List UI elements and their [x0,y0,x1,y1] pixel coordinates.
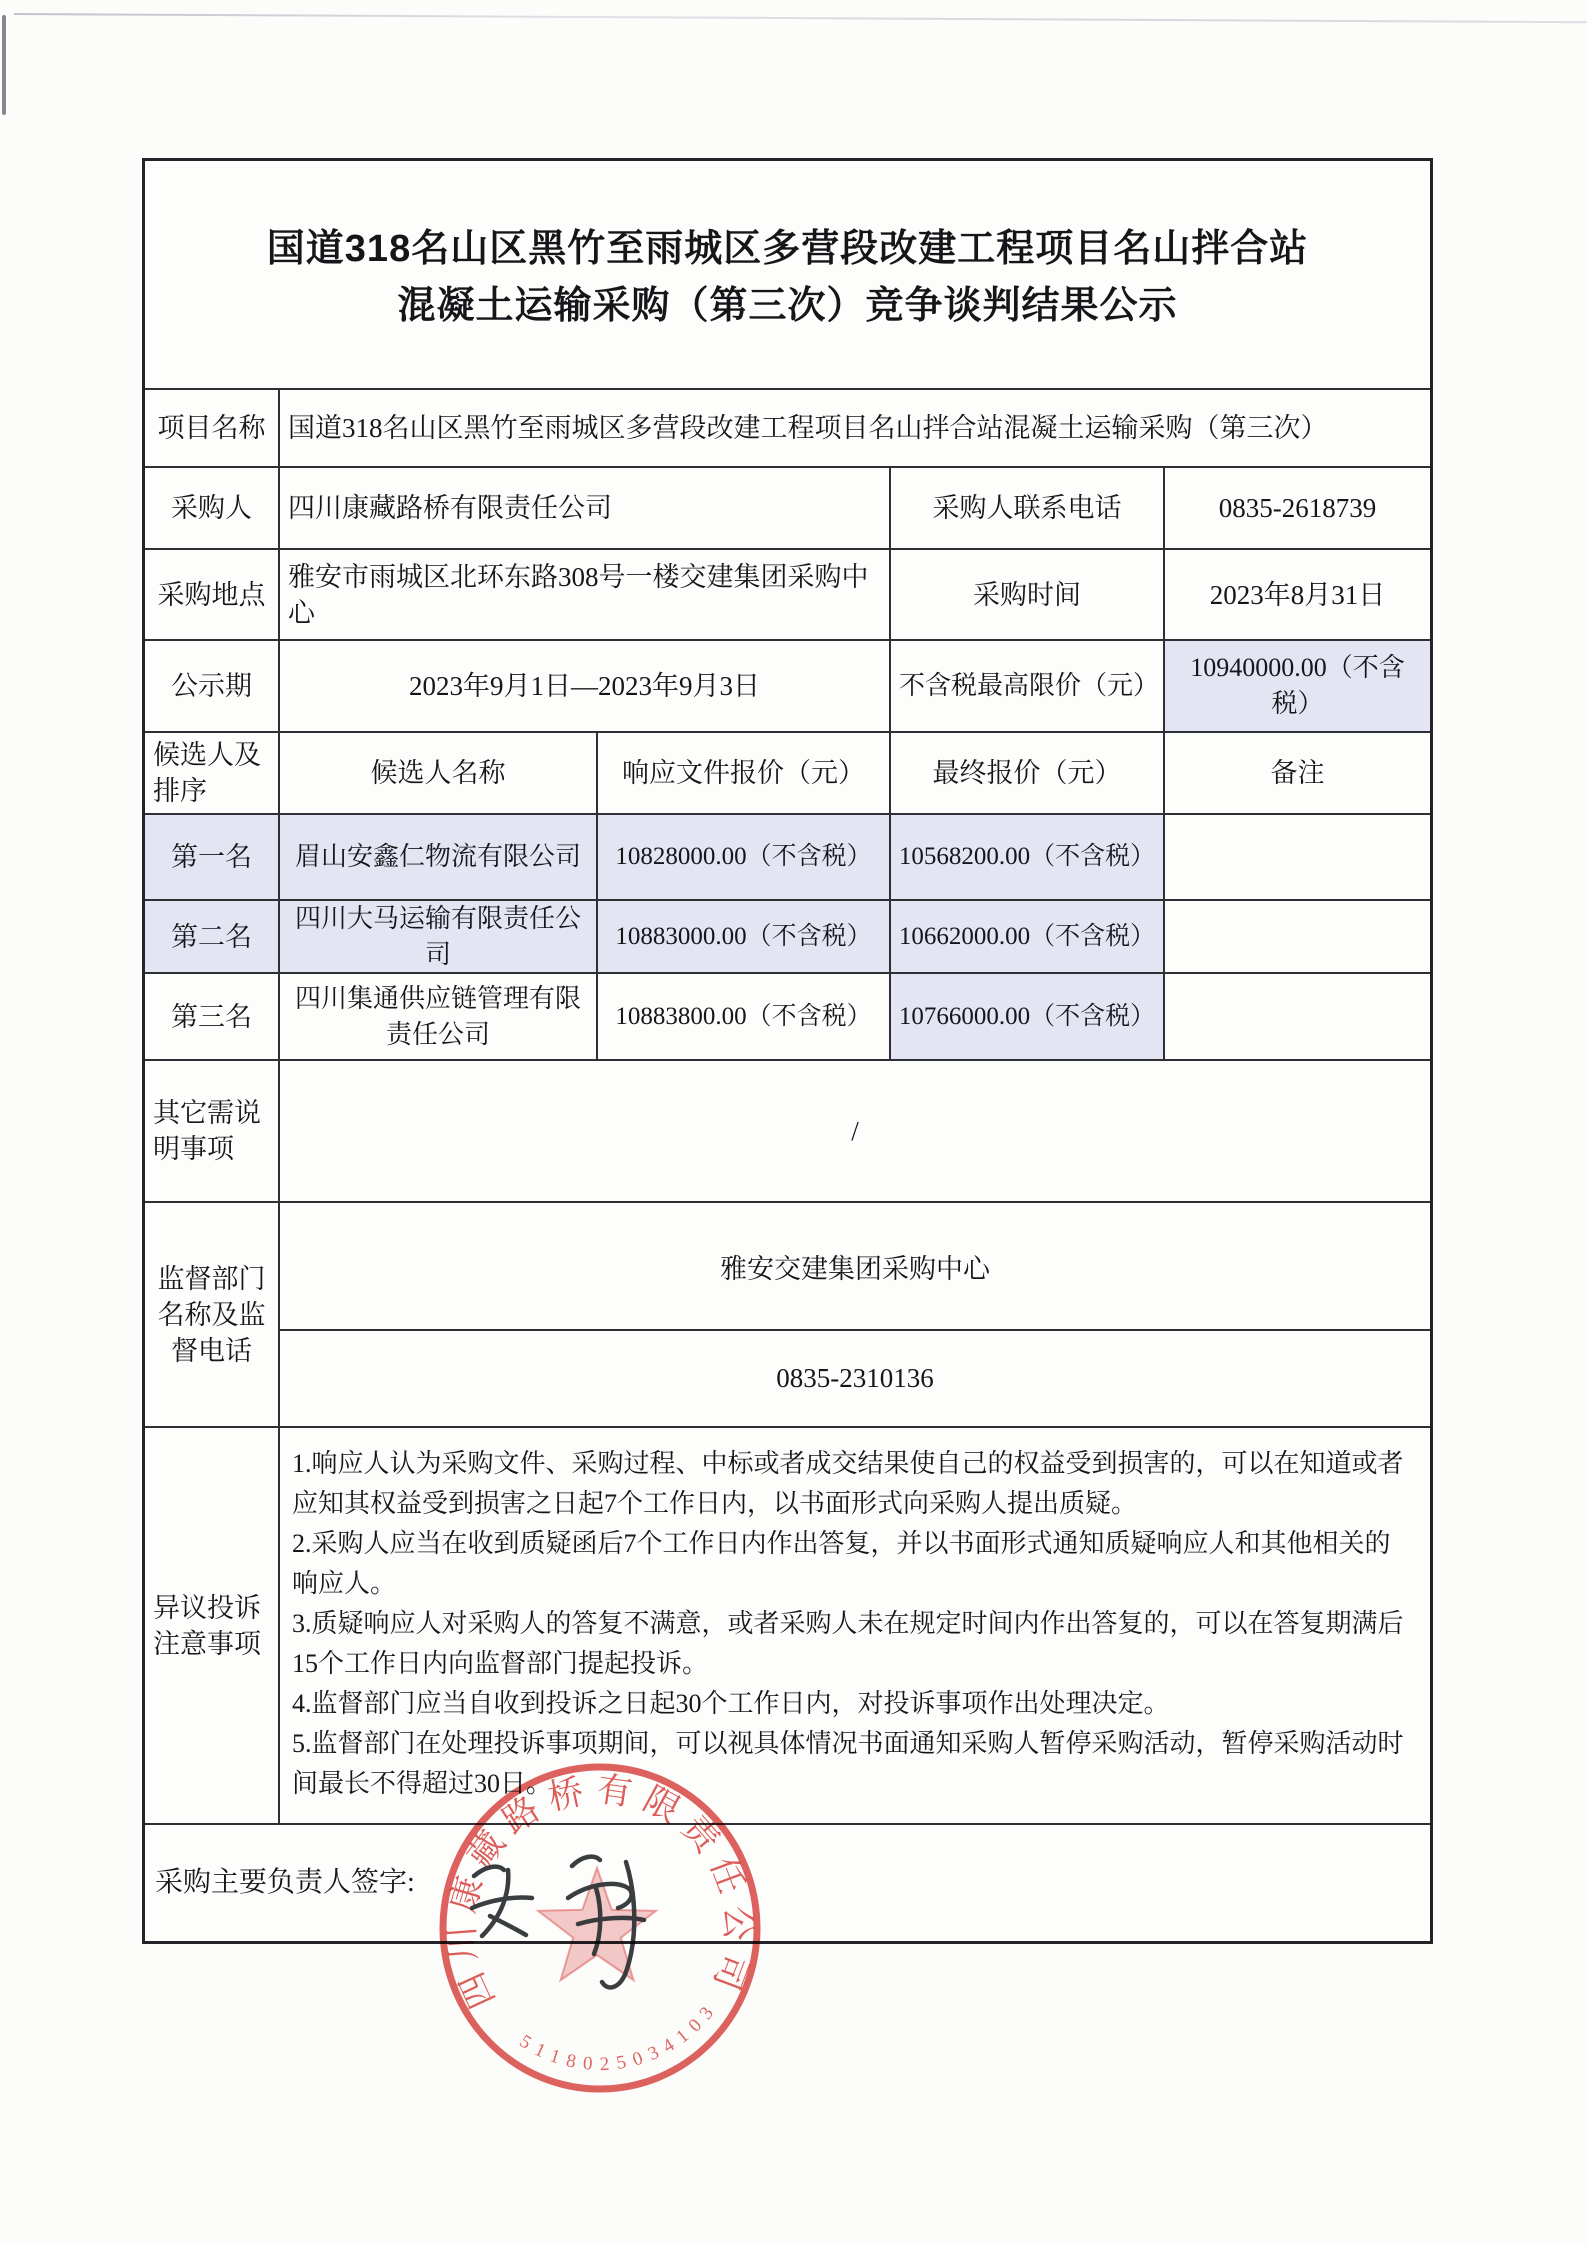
purchaser-phone-value: 0835-2618739 [1165,468,1430,550]
seal-company-text: 四川康藏路桥有限责任公司 [441,1769,758,2015]
project-name-label: 项目名称 [145,390,280,468]
supervision-values [280,1203,1430,1428]
signature-label: 采购主要负责人签字: [155,1867,415,1898]
candidate-remark [1165,974,1430,1061]
candidate-response-price: 10883800.00（不含税） [598,974,891,1061]
header-remark: 备注 [1165,733,1430,815]
publicity-period-value: 2023年9月1日—2023年9月3日 [280,641,891,733]
candidate-row-3 [145,974,1430,1061]
supervision-phone: 0835-2310136 [280,1331,1430,1428]
purchase-time-value: 2023年8月31日 [1165,550,1430,641]
supervision-row [145,1203,1430,1428]
scan-edge-mark [2,15,6,115]
signature-row [145,1825,1430,1941]
max-price-value: 10940000.00（不含税） [1165,641,1430,733]
supervision-department: 雅安交建集团采购中心 [280,1203,1430,1331]
purchaser-row [145,468,1430,550]
candidate-response-price: 10883000.00（不含税） [598,901,891,974]
company-seal-stamp [430,1758,770,2098]
complaint-item-1: 1.响应人认为采购文件、采购过程、中标或者成交结果使自己的权益受到损害的，可以在知道或者应知其权益受到损害之日起7个工作日内，以书面形式向采购人提出质疑。 [292,1449,1404,1518]
document-title [145,161,1430,390]
candidates-header-row [145,733,1430,815]
complaint-row [145,1428,1430,1825]
candidate-row-1 [145,815,1430,901]
scan-edge-line [14,13,1587,23]
purchaser-phone-label: 采购人联系电话 [891,468,1165,550]
candidate-row-2 [145,901,1430,974]
other-notes-value: / [280,1061,1430,1203]
purchaser-label: 采购人 [145,468,280,550]
candidate-final-price: 10568200.00（不含税） [891,815,1165,901]
candidate-final-price: 10662000.00（不含税） [891,901,1165,974]
purchaser-value: 四川康藏路桥有限责任公司 [280,468,891,550]
other-notes-row [145,1061,1430,1203]
candidate-rank: 第一名 [145,815,280,901]
complaint-item-4: 4.监督部门应当自收到投诉之日起30个工作日内，对投诉事项作出处理决定。 [292,1689,1170,1718]
candidate-remark [1165,815,1430,901]
publicity-row [145,641,1430,733]
candidate-name: 四川大马运输有限责任公司 [280,901,598,974]
complaint-label: 异议投诉注意事项 [145,1428,280,1825]
candidate-response-price: 10828000.00（不含税） [598,815,891,901]
max-price-label: 不含税最高限价（元） [891,641,1165,733]
location-value: 雅安市雨城区北环东路308号一楼交建集团采购中心 [280,550,891,641]
header-response-price: 响应文件报价（元） [598,733,891,815]
candidate-name: 四川集通供应链管理有限责任公司 [280,974,598,1061]
location-row [145,550,1430,641]
publicity-period-label: 公示期 [145,641,280,733]
title-line-2: 混凝土运输采购（第三次）竞争谈判结果公示 [397,284,1178,327]
supervision-label: 监督部门名称及监督电话 [145,1203,280,1428]
candidate-rank: 第三名 [145,974,280,1061]
title-line-1: 国道318名山区黑竹至雨城区多营段改建工程项目名山拌合站 [266,227,1309,270]
candidate-rank: 第二名 [145,901,280,974]
project-name-value: 国道318名山区黑竹至雨城区多营段改建工程项目名山拌合站混凝土运输采购（第三次） [280,390,1430,468]
header-name: 候选人名称 [280,733,598,815]
header-final-price: 最终报价（元） [891,733,1165,815]
seal-serial-text: 5118025034103 [515,1996,723,2076]
project-name-row [145,390,1430,468]
candidate-name: 眉山安鑫仁物流有限公司 [280,815,598,901]
candidate-remark [1165,901,1430,974]
header-rank: 候选人及排序 [145,733,280,815]
title-row [145,161,1430,390]
other-notes-label: 其它需说明事项 [145,1061,280,1203]
announcement-table [142,158,1433,1944]
complaint-item-5: 5.监督部门在处理投诉事项期间，可以视具体情况书面通知采购人暂停采购活动，暂停采购活动时间最长不得超过30日。 [292,1729,1404,1798]
location-label: 采购地点 [145,550,280,641]
complaint-item-2: 2.采购人应当在收到质疑函后7个工作日内作出答复，并以书面形式通知质疑响应人和其他相关的响应人。 [292,1529,1391,1598]
purchase-time-label: 采购时间 [891,550,1165,641]
complaint-item-3: 3.质疑响应人对采购人的答复不满意，或者采购人未在规定时间内作出答复的，可以在答复期满后15个工作日内向监督部门提起投诉。 [292,1609,1404,1678]
candidate-final-price: 10766000.00（不含税） [891,974,1165,1061]
